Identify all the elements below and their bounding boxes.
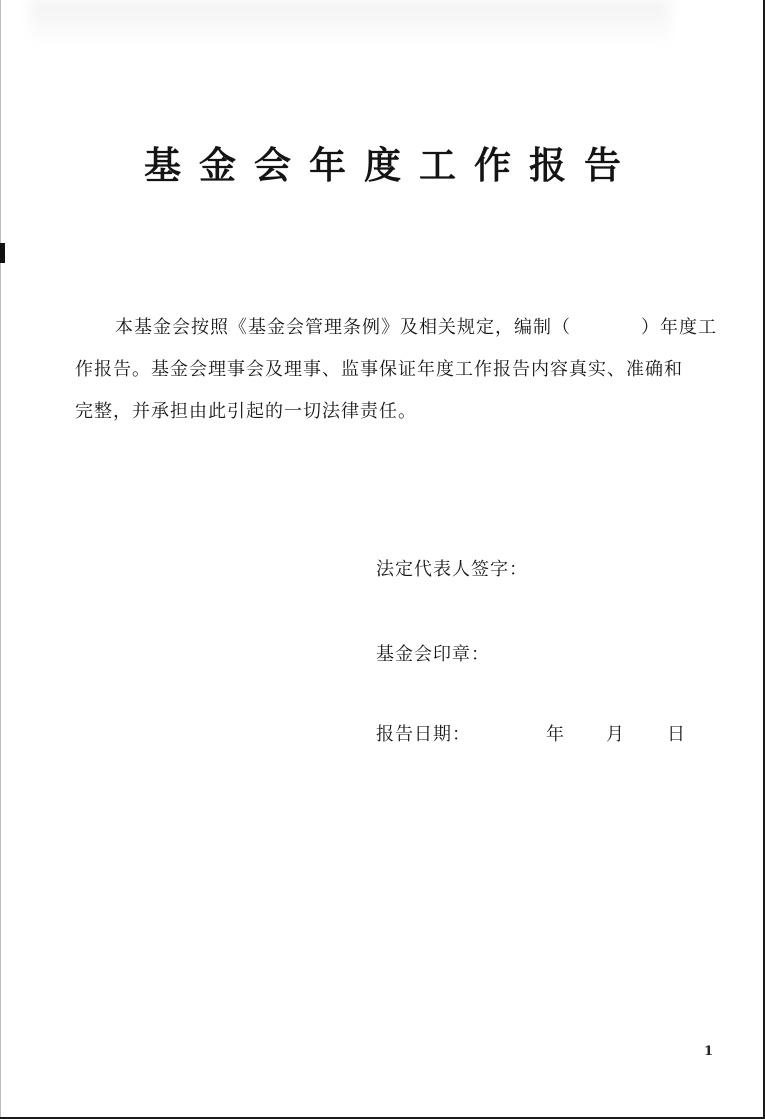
paragraph-line-1 [75, 307, 717, 349]
year-label: 年 [546, 724, 565, 745]
report-date-row [376, 720, 686, 746]
paragraph-line-1-start: 本基金会按照《基金会管理条例》及相关规定，编制（ [115, 317, 571, 338]
binding-edge-mark [0, 243, 5, 263]
month-label: 月 [606, 724, 625, 745]
paragraph-line-2: 作报告。基金会理事会及理事、监事保证年度工作报告内容真实、准确和 [75, 359, 683, 380]
document-title: 基金会年度工作报告 [144, 143, 639, 187]
foundation-seal-label: 基金会印章： [376, 644, 490, 665]
page-number: 1 [703, 1044, 713, 1059]
day-label: 日 [667, 724, 686, 745]
statement-paragraph [75, 307, 717, 433]
paragraph-line-1-end: ）年度工 [641, 317, 717, 338]
scan-smudge [30, 0, 670, 48]
paragraph-line-3: 完整，并承担由此引起的一切法律责任。 [75, 401, 417, 422]
report-date-label: 报告日期： [376, 724, 471, 745]
legal-representative-signature-label: 法定代表人签字： [376, 559, 528, 580]
